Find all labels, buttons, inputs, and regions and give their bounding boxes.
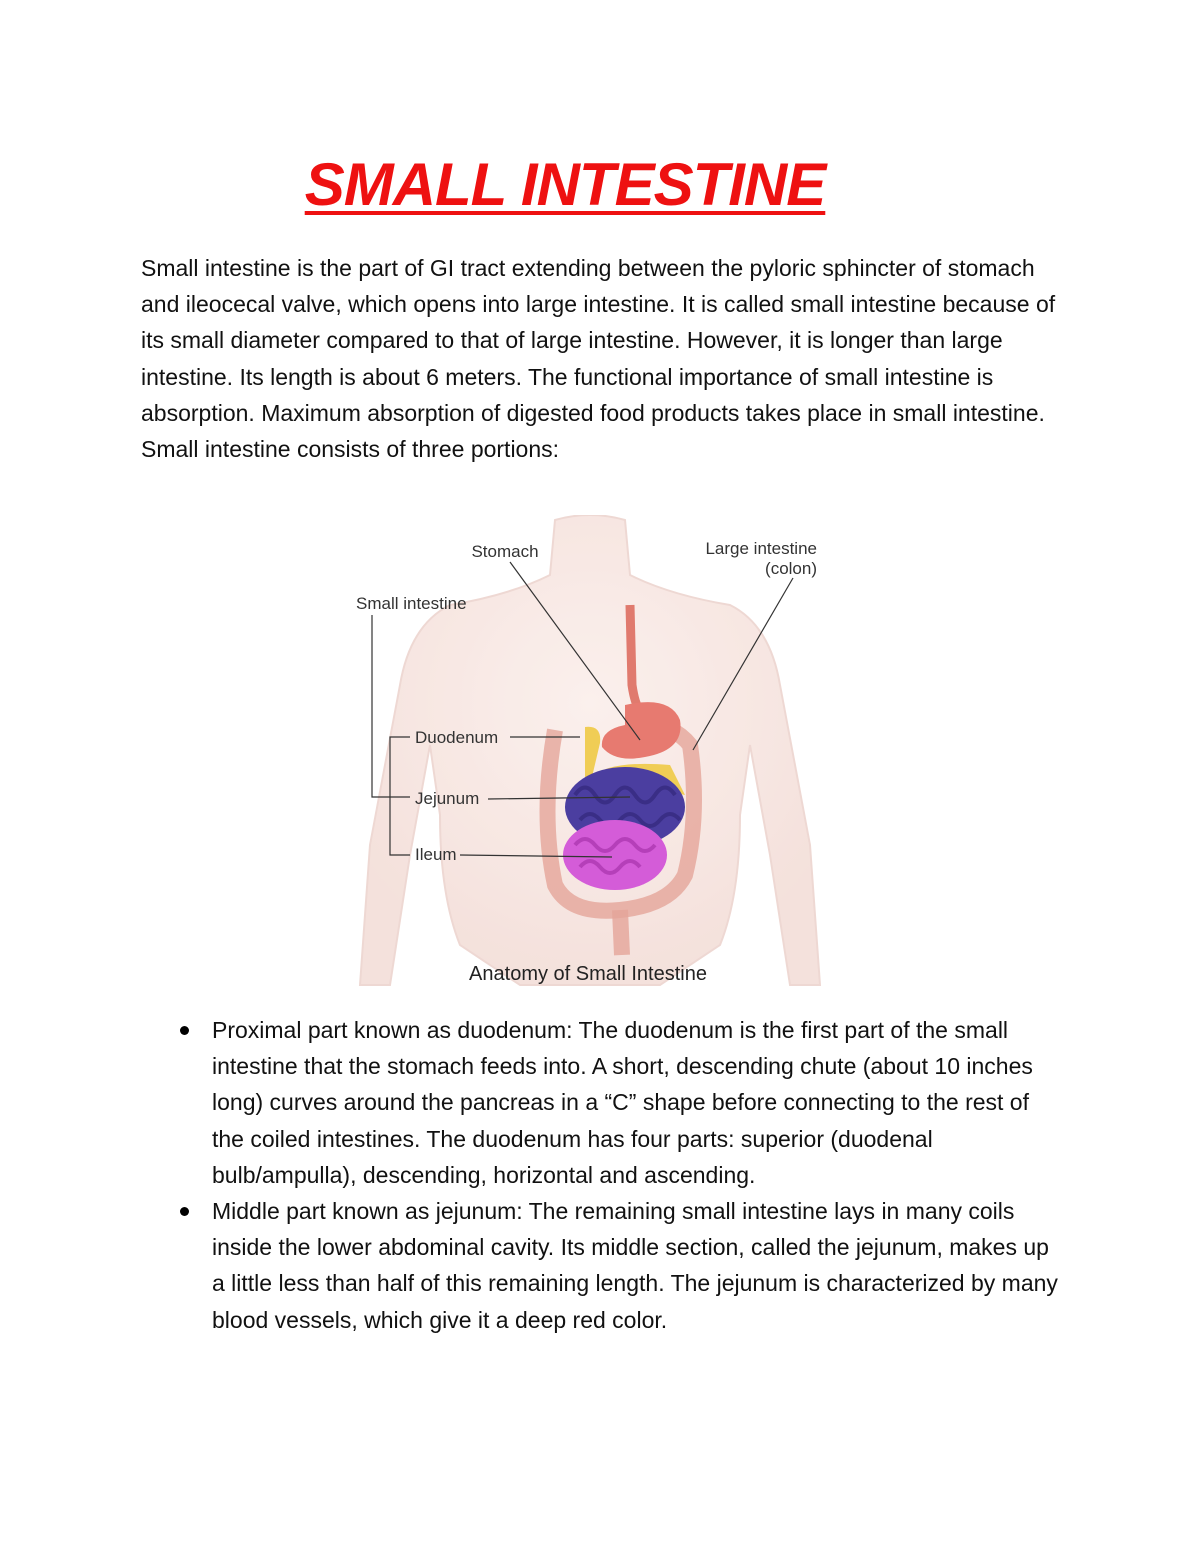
label-large-intestine: Large intestine xyxy=(705,539,817,558)
anatomy-figure xyxy=(340,515,840,1005)
bullet-icon xyxy=(180,1026,189,1035)
label-small-intestine: Small intestine xyxy=(356,594,467,613)
list-item xyxy=(180,1193,1060,1338)
bullet-list xyxy=(180,1012,1060,1338)
figure-caption: Anatomy of Small Intestine xyxy=(469,963,707,985)
label-ileum: Ileum xyxy=(415,845,457,864)
label-duodenum: Duodenum xyxy=(415,728,499,747)
label-stomach: Stomach xyxy=(471,542,539,561)
label-colon: (colon) xyxy=(765,559,817,578)
intro-paragraph: Small intestine is the part of GI tract extending between the pyloric sphincter of stomach and ileocecal valve, which opens into large intestine. It is called small intestine because of its small diameter compared to that of large intestine. However, it is longer than large intestine. Its length is about 6 meters. The functional importance of small intestine is absorption. Maximum absorption of digested food products takes place in small intestine. Small intestine consists of three portions: xyxy=(141,255,1056,463)
title-text: SMALL INTESTINE xyxy=(304,151,826,218)
page-title xyxy=(0,150,1130,219)
list-item-text: Proximal part known as duodenum: The duodenum is the first part of the small intestine that the stomach feeds into. A short, descending chute (about 10 inches long) curves around the pancreas in a “C” shape before connecting to the rest of the coiled intestines. The duodenum has four parts: superior (duodenal bulb/ampulla), descending, horizontal and ascending. xyxy=(212,1017,1033,1188)
list-item xyxy=(180,1012,1060,1193)
ileum-organ xyxy=(563,820,667,890)
list-item-text: Middle part known as jejunum: The remaining small intestine lays in many coils inside the lower abdominal cavity. Its middle section, called the jejunum, makes up a little less than half of this remaining length. The jejunum is characterized by many blood vessels, which give it a deep red color. xyxy=(212,1198,1058,1333)
bullet-icon xyxy=(180,1207,189,1216)
label-jejunum: Jejunum xyxy=(415,789,480,808)
